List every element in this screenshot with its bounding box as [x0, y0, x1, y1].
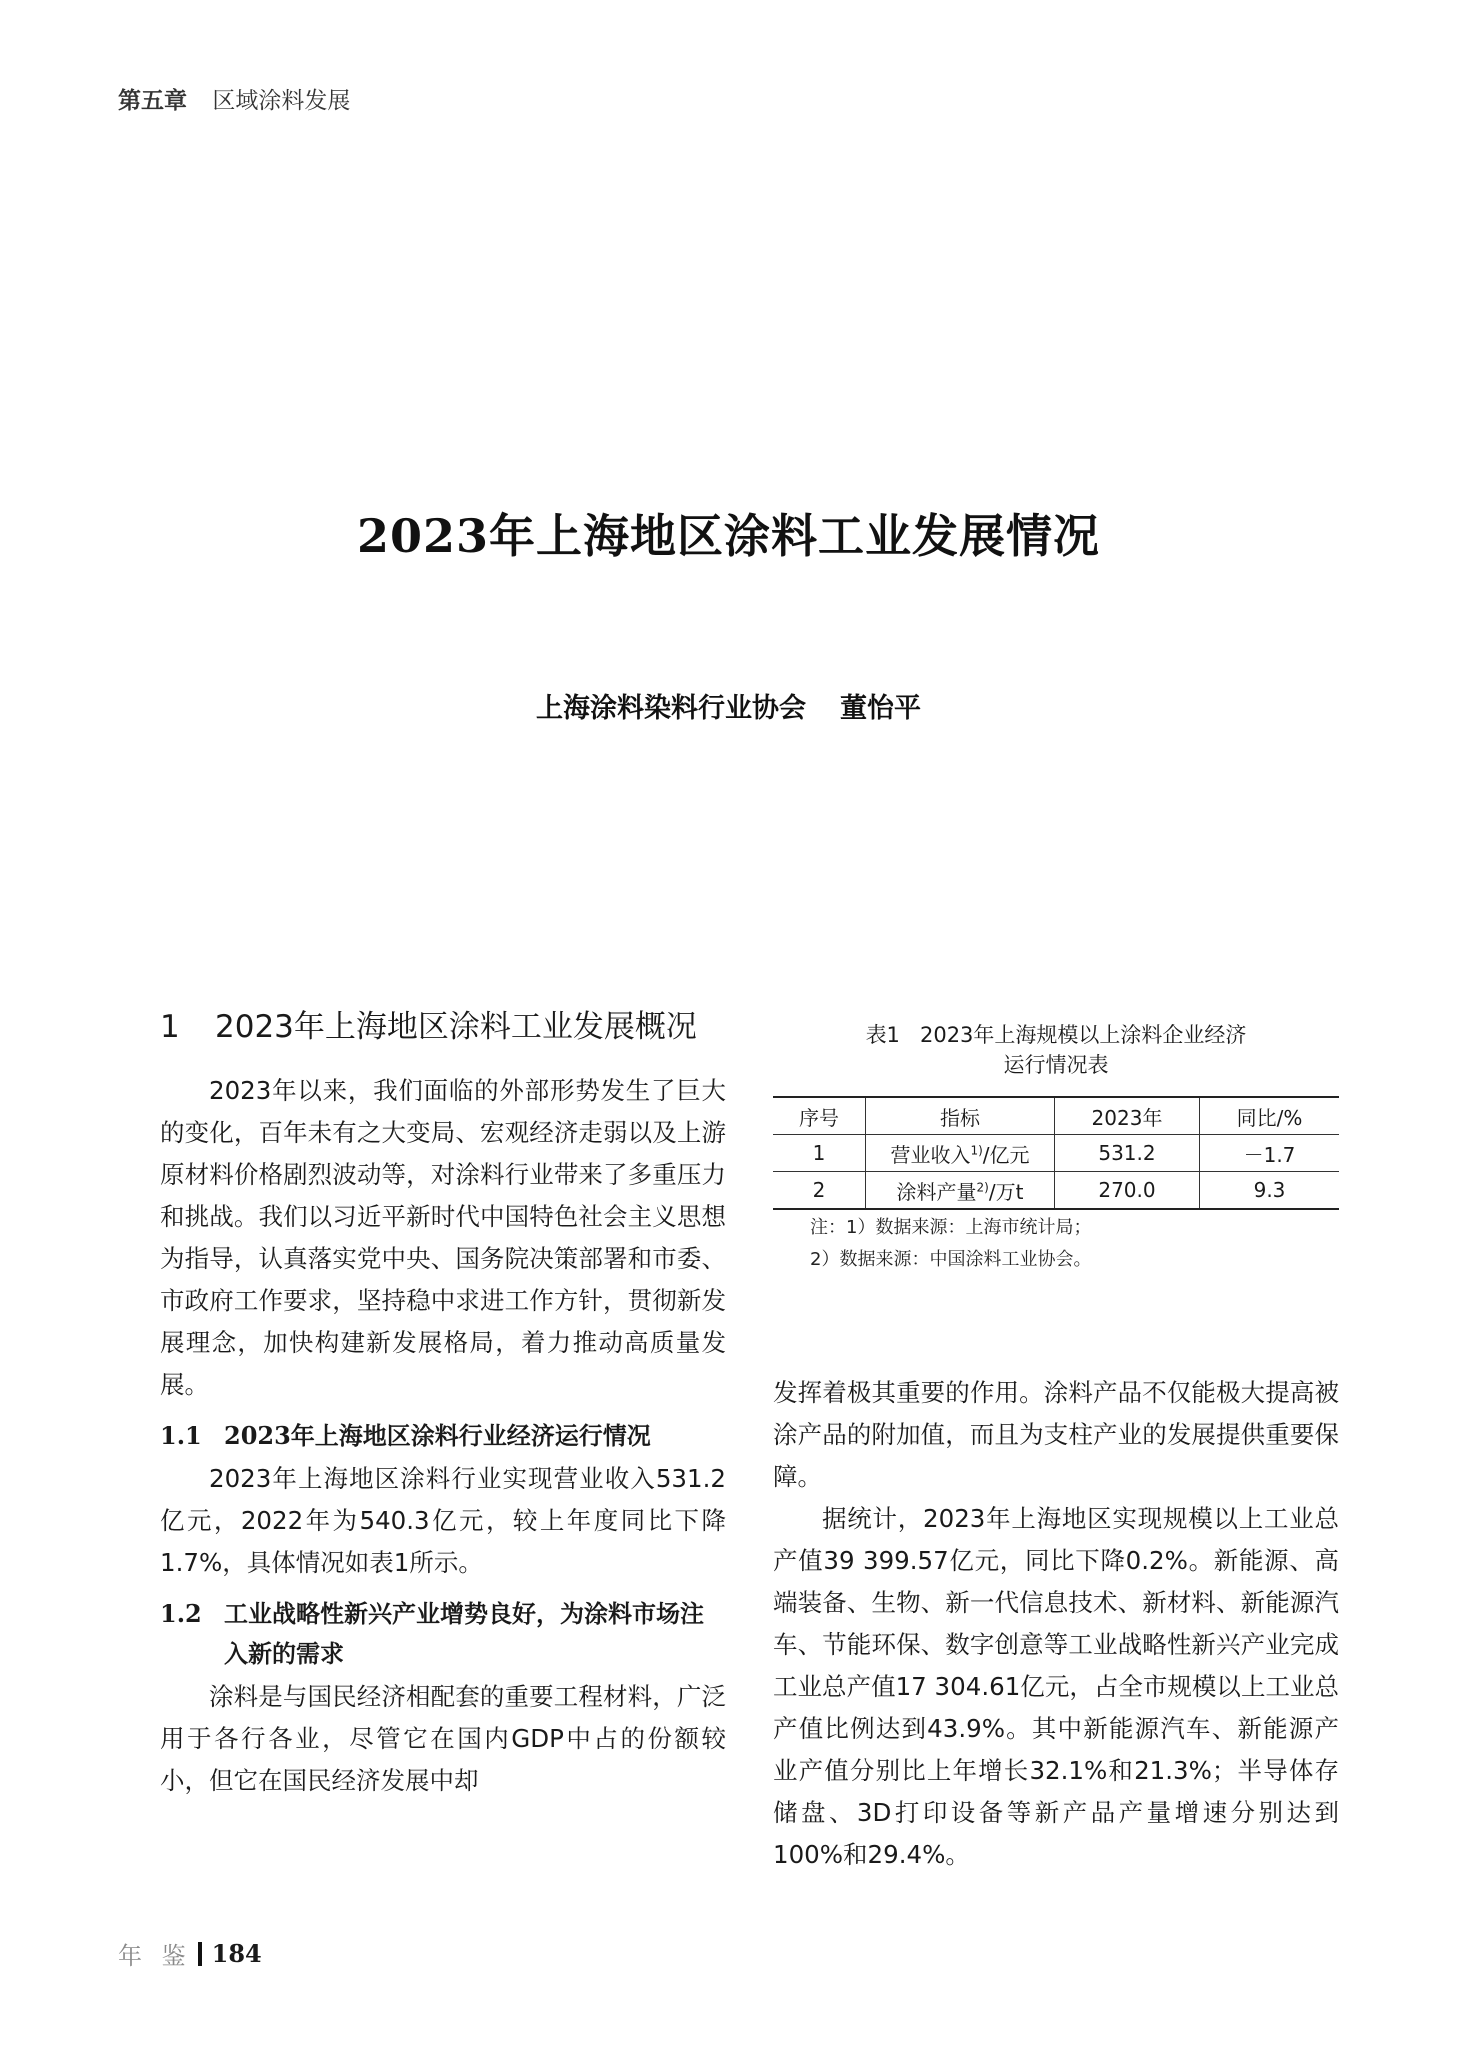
running-header: [118, 82, 350, 115]
article-title: 2023年上海地区涂料工业发展情况: [356, 509, 1101, 563]
subsection-title: 工业战略性新兴产业增势良好，为涂料市场注入新的需求: [224, 1599, 704, 1668]
table-cell: 1: [773, 1135, 866, 1172]
table-cell: 涂料产量$^{2)}$/万t: [866, 1172, 1055, 1210]
author-line: [0, 686, 1457, 725]
table-header-row: [773, 1097, 1339, 1135]
subsection-1-2-paragraph: 涂料是与国民经济相配套的重要工程材料，广泛用于各行各业，尽管它在国内GDP中占的份额较小，但它在国民经济发展中却: [160, 1682, 726, 1795]
table-row: [773, 1135, 1339, 1172]
section-title: 2023年上海地区涂料工业发展概况: [215, 1009, 697, 1045]
table-cell: 9.3: [1200, 1172, 1340, 1210]
continued-paragraph: 发挥着极其重要的作用。涂料产品不仅能极大提高被涂产品的附加值，而且为支柱产业的发展提供重要保障。: [773, 1378, 1339, 1491]
page-number: 184: [211, 1939, 262, 1968]
table-cell: 270.0: [1055, 1172, 1200, 1210]
header-cell: 2023年: [1055, 1097, 1200, 1135]
table-cell: 2: [773, 1172, 866, 1210]
table-row: [773, 1172, 1339, 1210]
table-notes: [810, 1212, 1091, 1276]
header-cell: 同比/%: [1200, 1097, 1340, 1135]
table-title-line2: 运行情况表: [1003, 1053, 1109, 1077]
author-org: 上海涂料染料行业协会: [536, 693, 806, 724]
table-cell: 营业收入$^{1)}$/亿元: [866, 1135, 1055, 1172]
subsection-1-1-paragraph: 2023年上海地区涂料行业实现营业收入531.2亿元，2022年为540.3亿元，较上年度同比下降1.7%，具体情况如表1所示。: [160, 1464, 726, 1577]
subsection-number: 1.2: [160, 1599, 202, 1628]
table-cell: 531.2: [1055, 1135, 1200, 1172]
statistics-paragraph: 据统计，2023年上海地区实现规模以上工业总产值39 399.57亿元，同比下降0.2%。新能源、高端装备、生物、新一代信息技术、新材料、新能源汽车、节能环保、数字创意等工业战略性新兴产业完成工业总产值17 304.61亿元，占全市规模以上工业总产值比例达到43.9%。其中新能源汽车、新能源产业产值分别比上年增长32.1%和21.3%；半导体存储盘、3D打印设备等新产品产量增速分别达到100%和29.4%。: [773, 1504, 1339, 1869]
footer-label: 年 鉴: [118, 1942, 192, 1970]
table-cell: －1.7: [1200, 1135, 1340, 1172]
table-caption: [773, 1020, 1339, 1080]
subsection-1-1-heading: [160, 1416, 726, 1456]
header-cell: 指标: [866, 1097, 1055, 1135]
section-number: 1: [160, 1009, 180, 1045]
table-note: 注：1）数据来源：上海市统计局；: [810, 1217, 1092, 1238]
right-column: [773, 1372, 1339, 1876]
header-cell: 序号: [773, 1097, 866, 1135]
table-note: 2）数据来源：中国涂料工业协会。: [810, 1249, 1092, 1270]
section-label: 区域涂料发展: [212, 88, 351, 114]
chapter-label: 第五章: [118, 88, 187, 114]
author-name: 董怡平: [840, 693, 921, 724]
left-column: [160, 1004, 726, 1802]
subsection-1-2-heading: [160, 1594, 726, 1674]
section-1-heading: [160, 1004, 726, 1050]
table-title: 2023年上海规模以上涂料企业经济: [919, 1023, 1247, 1047]
page-footer: [118, 1936, 262, 1971]
data-table: [773, 1096, 1339, 1210]
subsection-number: 1.1: [160, 1421, 202, 1450]
table-label: 表1: [865, 1023, 900, 1047]
intro-paragraph: 2023年以来，我们面临的外部形势发生了巨大的变化，百年未有之大变局、宏观经济走弱以及上游原材料价格剧烈波动等，对涂料行业带来了多重压力和挑战。我们以习近平新时代中国特色社会主义思想为指导，认真落实党中央、国务院决策部署和市委、市政府工作要求，坚持稳中求进工作方针，贯彻新发展理念，加快构建新发展格局，着力推动高质量发展。: [160, 1076, 726, 1399]
footer-divider: [198, 1942, 202, 1966]
subsection-title: 2023年上海地区涂料行业经济运行情况: [224, 1421, 651, 1450]
